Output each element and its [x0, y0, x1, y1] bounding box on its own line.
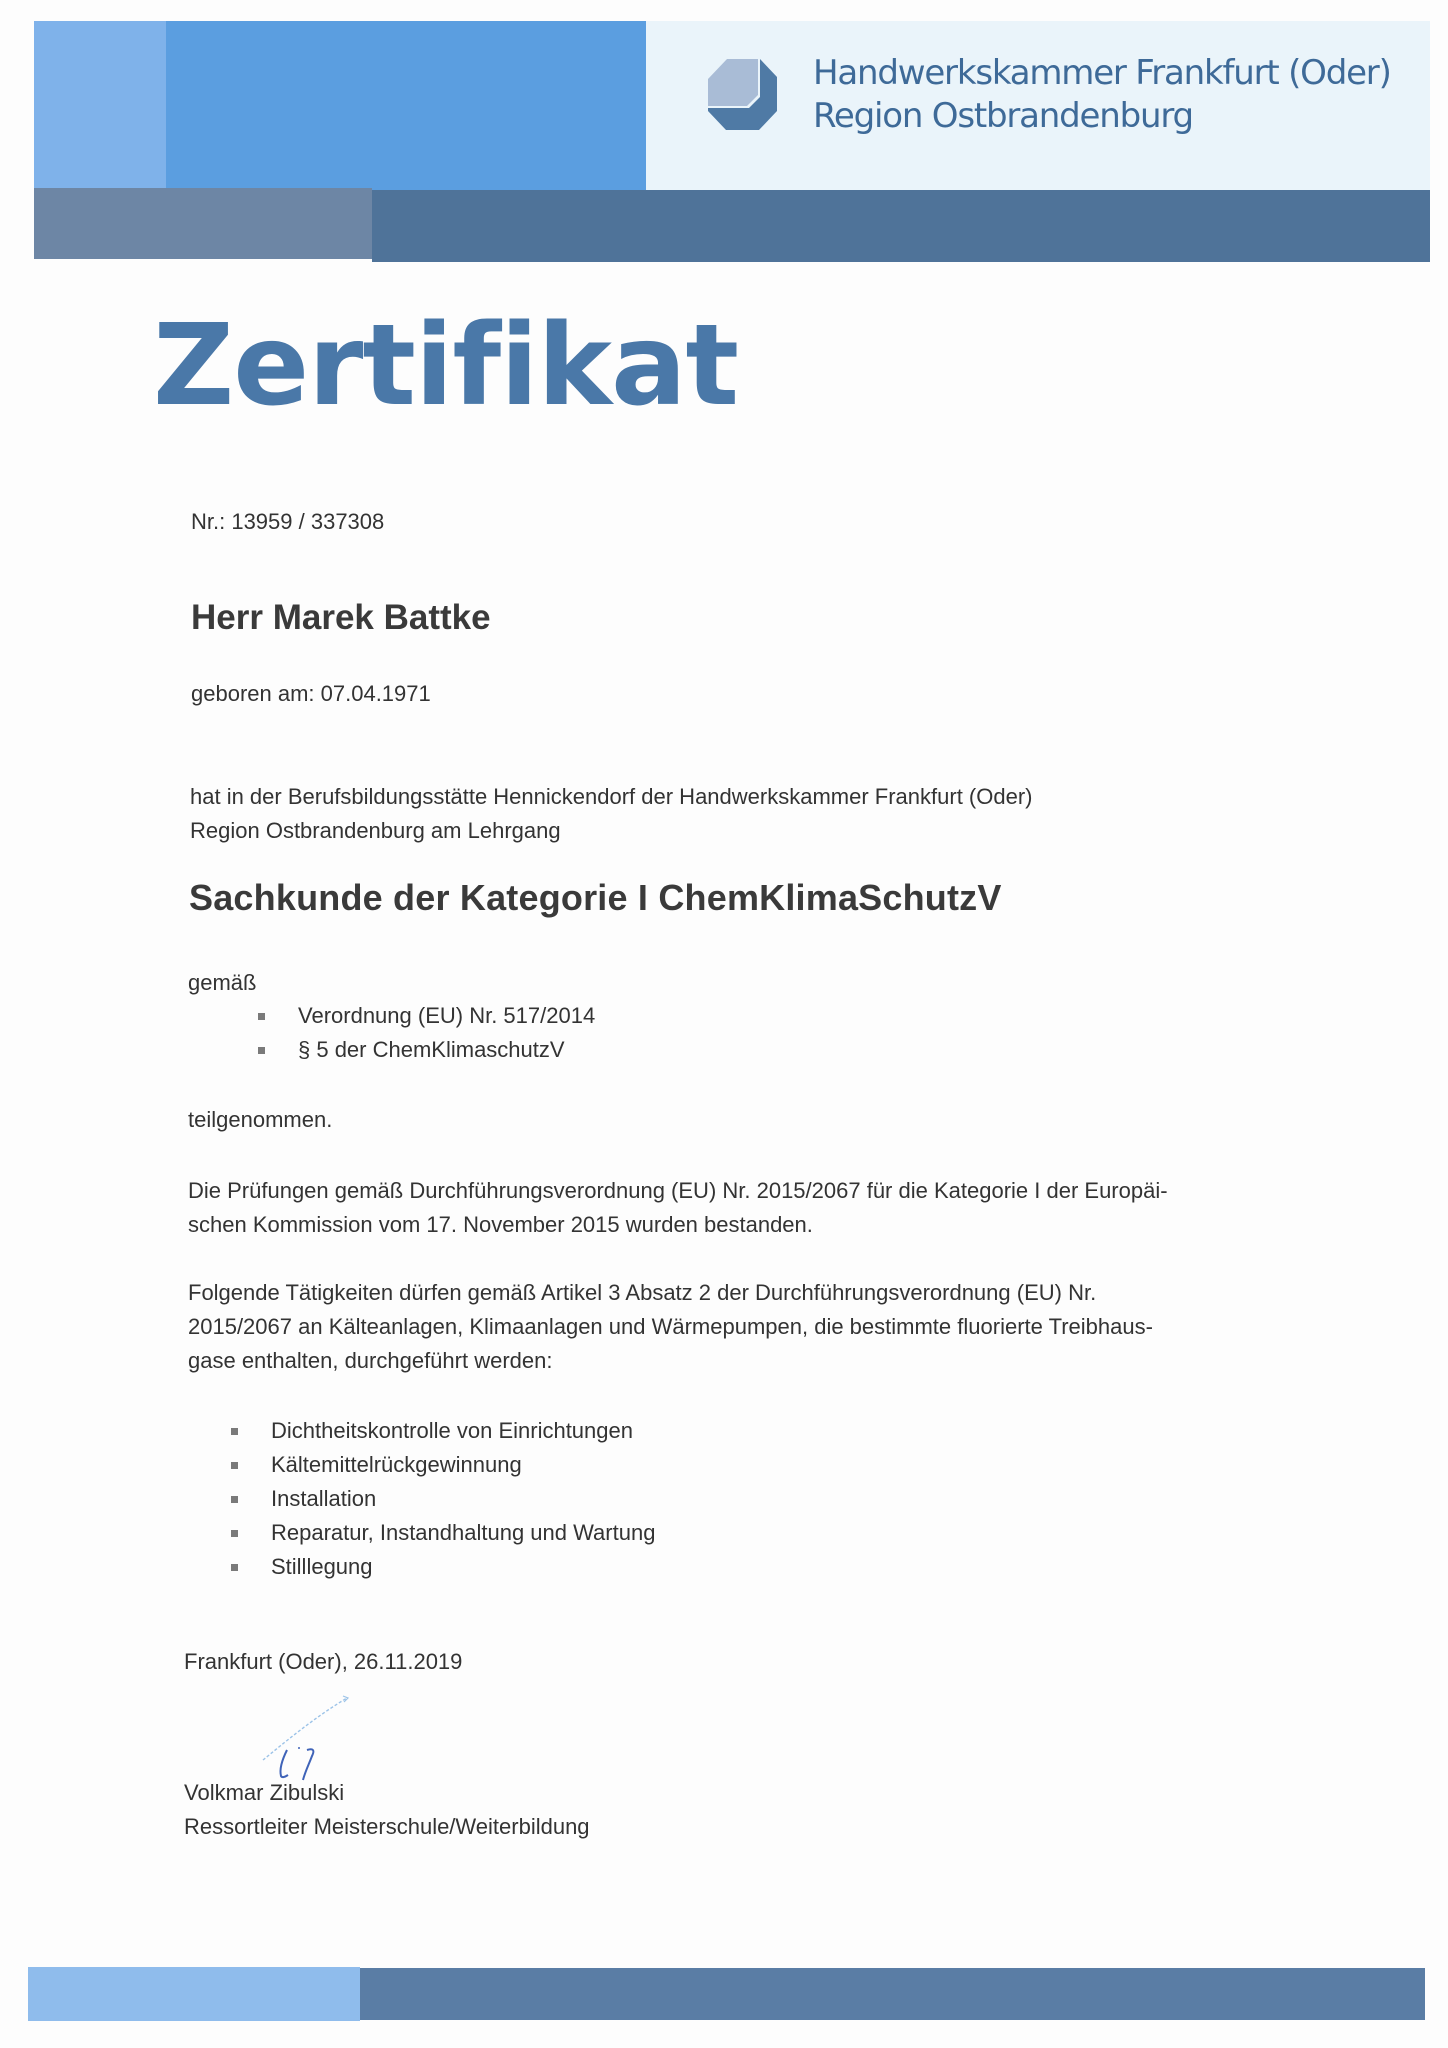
activities-intro-line: Folgende Tätigkeiten dürfen gemäß Artikel 3 Absatz 2 der Durchführungsverordnung (EU) Nr.: [188, 1280, 1097, 1305]
regulation-text: Verordnung (EU) Nr. 517/2014: [298, 1003, 596, 1028]
square-bullet-icon: [231, 1462, 238, 1469]
handwritten-signature-icon: [255, 1692, 365, 1782]
organization-name: [813, 52, 1391, 138]
activity-text: Stilllegung: [271, 1554, 373, 1579]
exam-line: schen Kommission vom 17. November 2015 wurden bestanden.: [188, 1212, 813, 1237]
regulation-text: § 5 der ChemKlimaschutzV: [298, 1037, 565, 1062]
exam-paragraph: [188, 1174, 1168, 1242]
recipient-name: Herr Marek Battke: [191, 598, 491, 637]
octagon-logo-icon: [705, 57, 780, 132]
birth-date: geboren am: 07.04.1971: [191, 681, 431, 706]
header-banner-dark-left: [34, 188, 372, 259]
square-bullet-icon: [231, 1428, 238, 1435]
footer-band-dark: [360, 1968, 1425, 2020]
footer-band-light: [28, 1967, 360, 2021]
header-banner-blue-block: [166, 21, 646, 190]
square-bullet-icon: [258, 1047, 265, 1054]
activities-intro-line: gase enthalten, durchgeführt werden:: [188, 1348, 553, 1373]
square-bullet-icon: [231, 1496, 238, 1503]
square-bullet-icon: [231, 1530, 238, 1537]
document-title: Zertifikat: [153, 301, 739, 431]
organization-name-line2: Region Ostbrandenburg: [813, 96, 1193, 136]
organization-name-line1: Handwerkskammer Frankfurt (Oder): [813, 53, 1391, 93]
header-banner-light-block: [34, 21, 166, 190]
signer-name: Volkmar Zibulski: [184, 1780, 345, 1805]
certificate-number: Nr.: 13959 / 337308: [191, 509, 385, 534]
signer-role: Ressortleiter Meisterschule/Weiterbildung: [184, 1814, 590, 1839]
activity-text: Kältemittelrückgewinnung: [271, 1452, 522, 1477]
activities-intro-line: 2015/2067 an Kälteanlagen, Klimaanlagen und Wärmepumpen, die bestimmte fluorierte Treibhaus-: [188, 1314, 1153, 1339]
intro-line: hat in der Berufsbildungsstätte Hennickendorf der Handwerkskammer Frankfurt (Oder): [190, 784, 1033, 809]
place-and-date: Frankfurt (Oder), 26.11.2019: [184, 1649, 463, 1674]
activity-text: Installation: [271, 1486, 377, 1511]
intro-line: Region Ostbrandenburg am Lehrgang: [190, 818, 561, 843]
course-title: Sachkunde der Kategorie I ChemKlimaSchutzV: [189, 877, 1002, 918]
exam-line: Die Prüfungen gemäß Durchführungsverordnung (EU) Nr. 2015/2067 für die Kategorie I der Europäi-: [188, 1178, 1168, 1203]
activity-text: Reparatur, Instandhaltung und Wartung: [271, 1520, 656, 1545]
participated-text: teilgenommen.: [188, 1107, 333, 1132]
intro-paragraph: [190, 780, 1032, 848]
activity-text: Dichtheitskontrolle von Einrichtungen: [271, 1418, 633, 1443]
activities-intro-paragraph: [188, 1276, 1153, 1378]
according-to-label: gemäß: [188, 970, 257, 995]
header-banner-dark-right: [372, 190, 1430, 262]
square-bullet-icon: [231, 1564, 238, 1571]
square-bullet-icon: [258, 1013, 265, 1020]
